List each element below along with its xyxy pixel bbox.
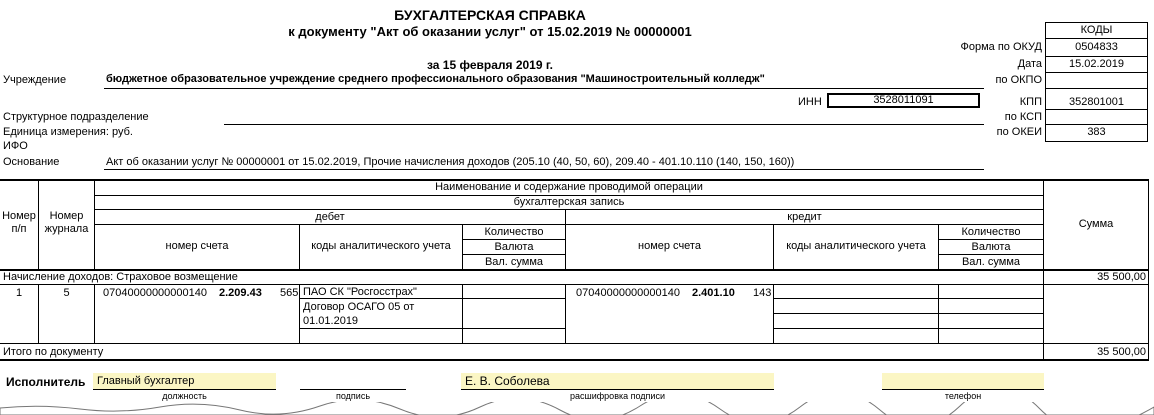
document-subtitle: к документу "Акт об оказании услуг" от 15.02.2019 № 00000001 [288,24,692,39]
group-label: Начисление доходов: Страховое возмещение [3,271,238,283]
document-date-line: за 15 февраля 2019 г. [426,58,553,72]
code-value-okud: 0504833 [1075,41,1118,53]
operation-header: Наименование и содержание проводимой операции [435,181,703,193]
total-sum: 35 500,00 [1097,346,1146,358]
code-value-kpp: 352801001 [1068,96,1125,108]
code-label-okei: по ОКЕИ [996,126,1042,138]
code-label-okud: Форма по ОКУД [960,41,1042,53]
inn-value: 3528011091 [827,93,980,108]
credit-account: 07040000000000140 [576,287,681,299]
credit-code: 143 [753,287,772,299]
row-number: 1 [15,287,23,299]
name-caption: расшифровка подписи [570,391,665,401]
group-sum: 35 500,00 [1097,271,1146,283]
col-sum-header: Сумма [1078,218,1114,230]
entry-header: бухгалтерская запись [513,196,625,208]
institution-value: бюджетное образовательное учреждение среднего профессионального образования "Машиностроительный колледж" [106,73,765,85]
codes-title: КОДЫ [1045,22,1148,39]
code-label-date: Дата [1017,58,1042,70]
credit-kosgu: 2.401.10 [692,287,735,299]
debit-account: 07040000000000140 [103,287,208,299]
structural-unit-label: Структурное подразделение [3,111,149,123]
credit-header: кредит [787,211,822,223]
debit-analytic-header: коды аналитического учета [311,240,451,252]
col-journal-header: Номер журнала [44,210,89,235]
credit-currency-header: Валюта [971,241,1011,253]
credit-quantity-header: Количество [961,226,1021,238]
col-number-header: Номер п/п [2,210,36,235]
code-label-ksp: по КСП [1004,111,1042,123]
torn-edge-decoration [0,402,1154,415]
debit-account-header: номер счета [165,240,229,252]
phone-field[interactable] [882,373,1044,389]
position-field[interactable]: Главный бухгалтер [93,373,276,389]
ifo-label: ИФО [3,140,28,152]
debit-analytic-1: ПАО СК "Росгосстрах" [303,286,417,298]
name-field[interactable]: Е. В. Соболева [461,373,774,389]
executor-label: Исполнитель [6,375,86,389]
debit-currency-sum-header: Вал. сумма [484,256,544,268]
signature-caption: подпись [335,391,371,401]
row-journal: 5 [63,287,70,299]
code-label-okpo: по ОКПО [995,74,1042,86]
basis-value: Акт об оказании услуг № 00000001 от 15.02.2019, Прочие начисления доходов (205.10 (40, 50, 60), 209.40 - 401.10.110 (140, 150, 160)) [106,156,795,168]
debit-analytic-2: Договор ОСАГО 05 от 01.01.2019 [303,301,415,327]
unit-of-measure-label: Единица измерения: руб. [3,126,133,138]
credit-account-header: номер счета [638,240,701,252]
institution-label: Учреждение [3,74,67,86]
inn-label: ИНН [798,96,822,108]
debit-quantity-header: Количество [484,226,544,238]
phone-caption: телефон [944,391,982,401]
code-value-okei: 383 [1087,126,1106,138]
debit-kosgu: 2.209.43 [219,287,262,299]
code-label-kpp: КПП [1019,96,1042,108]
debit-code: 565 [280,287,299,299]
basis-label: Основание [3,156,60,168]
document-title: БУХГАЛТЕРСКАЯ СПРАВКА [394,7,586,23]
credit-currency-sum-header: Вал. сумма [961,256,1021,268]
total-label: Итого по документу [3,346,104,358]
debit-currency-header: Валюта [494,241,534,253]
debit-header: дебет [315,211,345,223]
position-caption: должность [162,391,207,401]
credit-analytic-header: коды аналитического учета [786,240,926,252]
code-value-date: 15.02.2019 [1068,58,1125,70]
